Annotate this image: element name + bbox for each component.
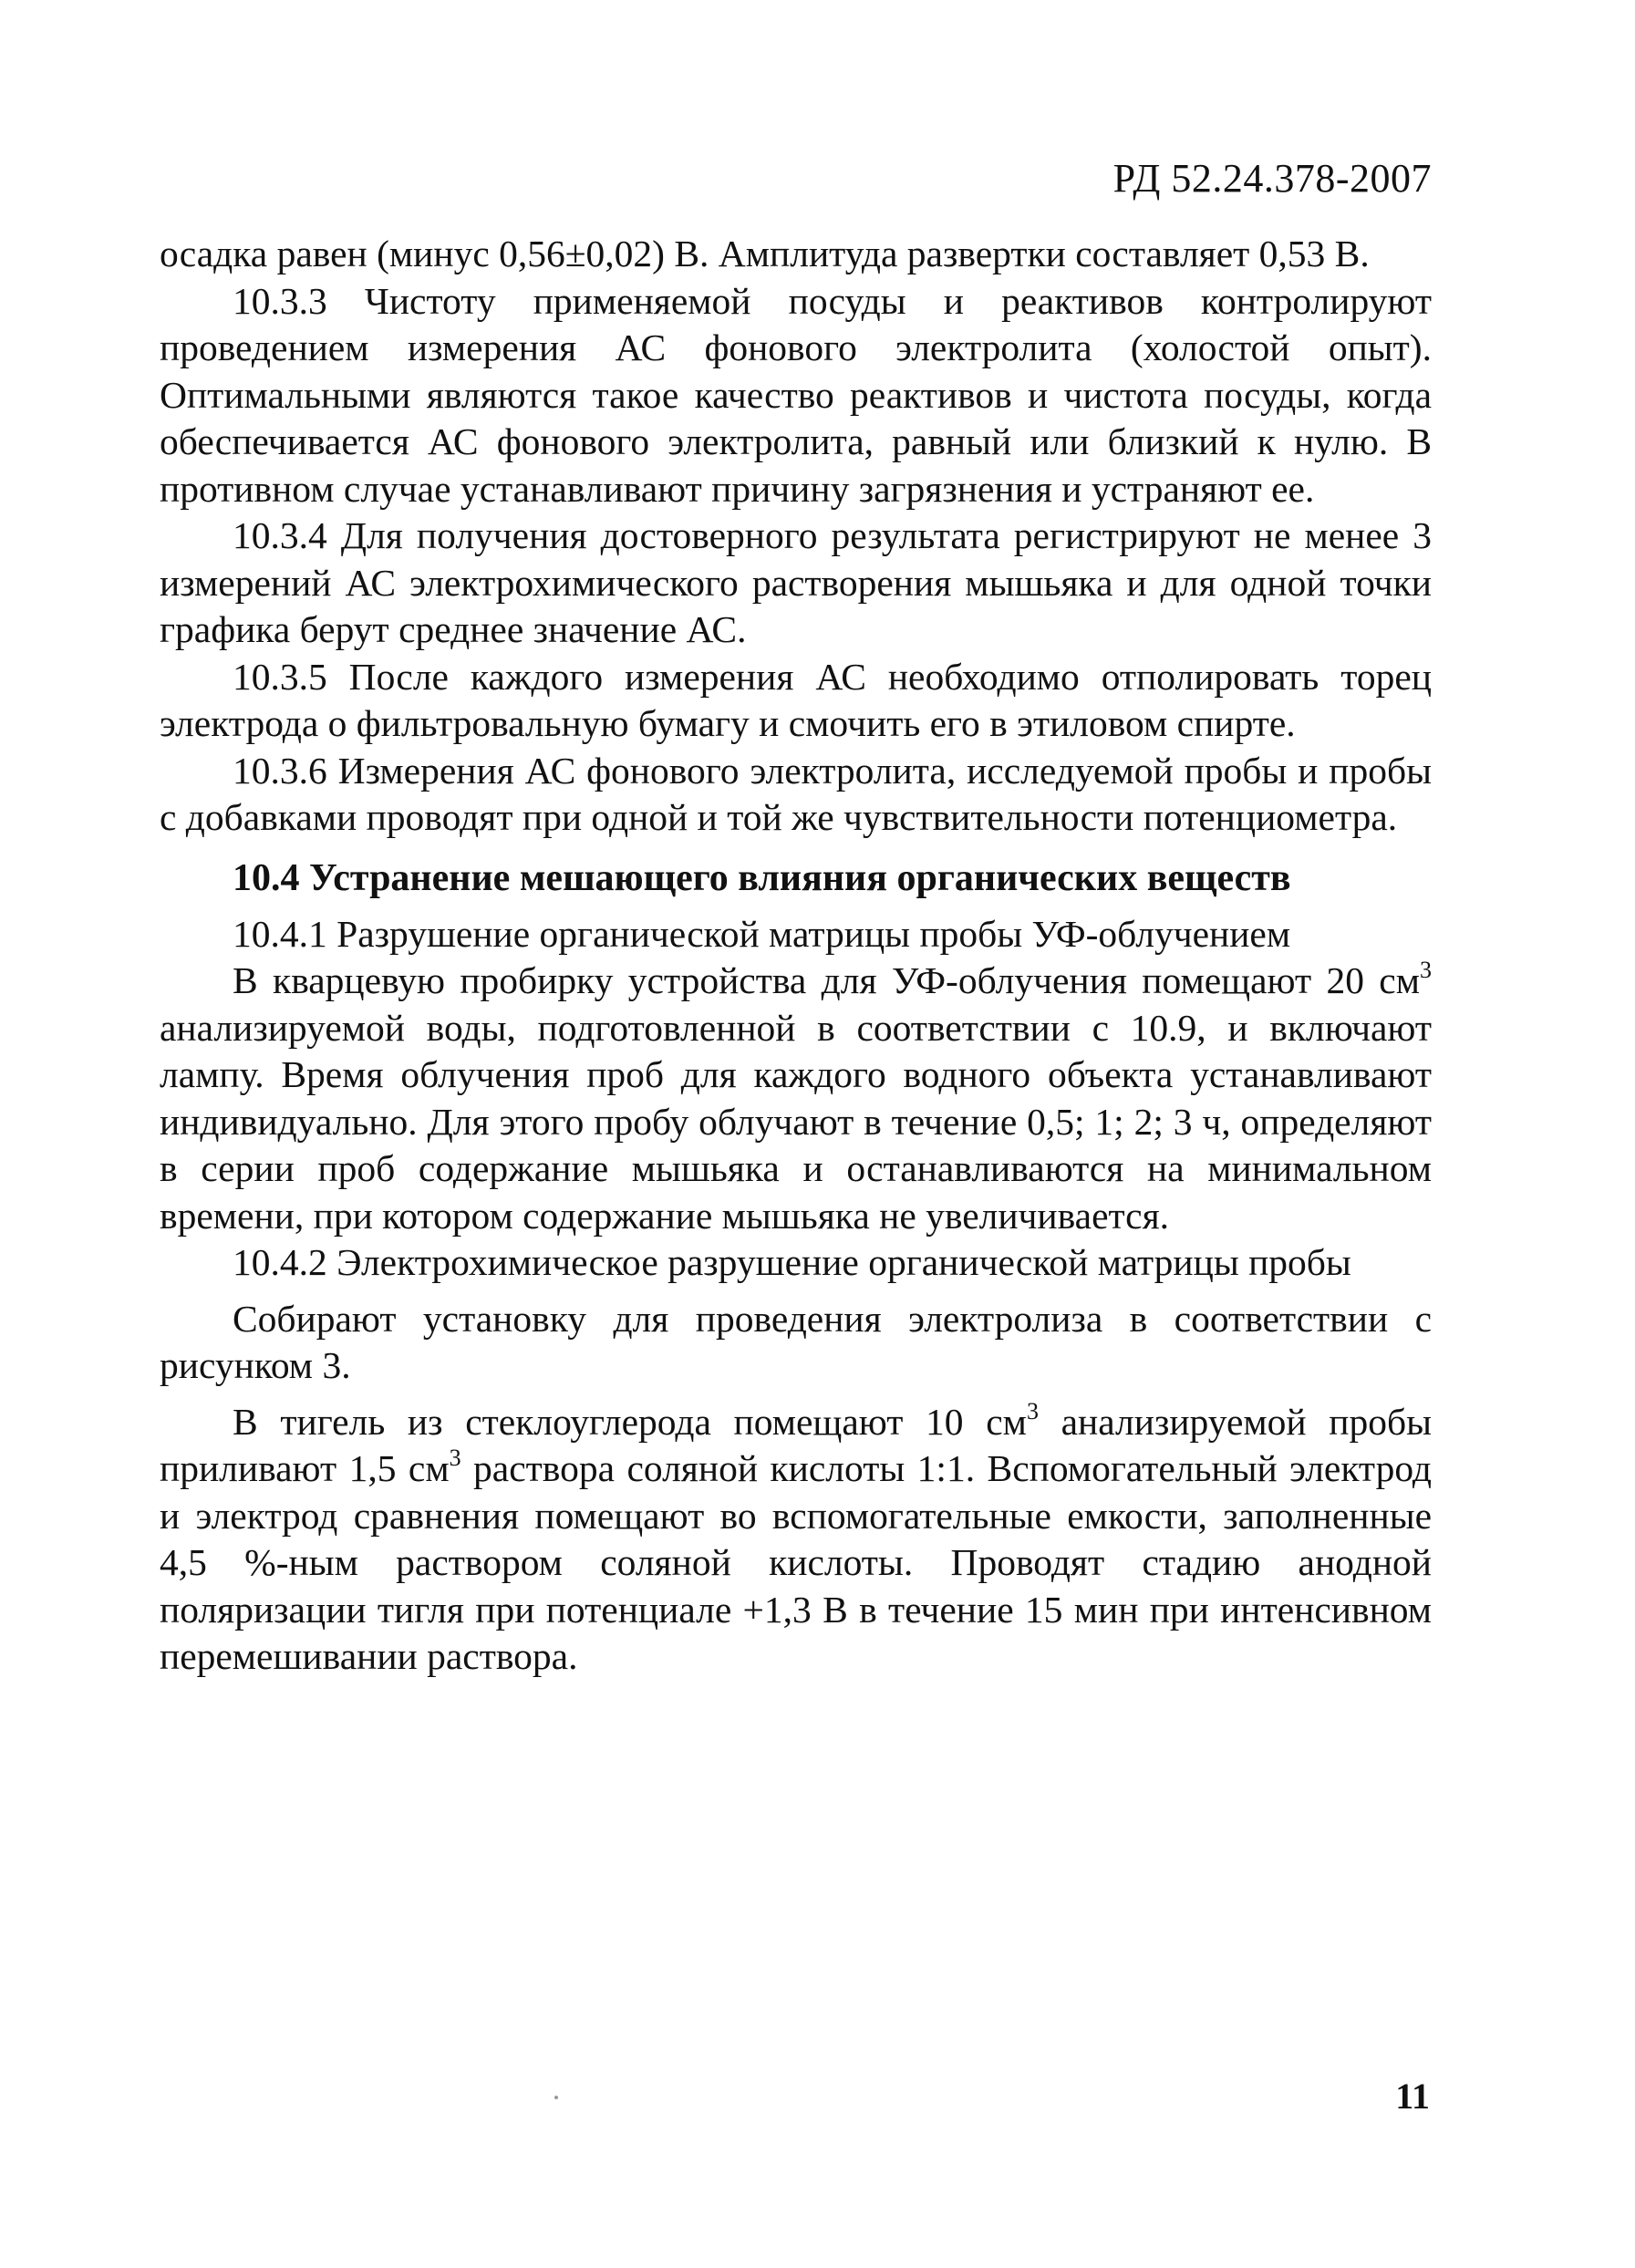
crucible-text-part-2: анализируемой пробы приливают 1,5 см [160, 1400, 1432, 1489]
paragraph-10-4-2: 10.4.2 Электрохимическое разрушение органической матрицы пробы [233, 1241, 1351, 1283]
section-heading-10-4: 10.4 Устранение мешающего влияния органических веществ [233, 856, 1291, 899]
body-text [160, 231, 1432, 1681]
document-code: РД 52.24.378-2007 [1112, 156, 1432, 201]
paragraph-10-3-5: 10.3.5 После каждого измерения АС необходимо отполировать торец электрода о фильтровальную бумагу и смочить его в этиловом спирте. [160, 655, 1432, 744]
paragraph-crucible [160, 1399, 1432, 1681]
uv-text-part-2: анализируемой воды, подготовленной в соответствии с 10.9, и включают лампу. Время облучения проб для каждого водного объекта устанавливают индивидуально. Для этого пробу облучают в течение 0,5; 1; 2; 3 ч, определяют в серии проб содержание мышьяка и останавливаются на минимальном времени, при котором содержание мышьяка не увеличивается. [160, 1006, 1432, 1237]
paragraph-10-3-4: 10.3.4 Для получения достоверного результата регистрируют не менее 3 измерений АС электрохимического растворения мышьяка и для одной точки графика берут среднее значение АС. [160, 514, 1432, 650]
paragraph-uv-irradiation [160, 958, 1432, 1239]
uv-superscript: 3 [1420, 957, 1432, 983]
paragraph-10-4-1: 10.4.1 Разрушение органической матрицы пробы УФ-облучением [233, 912, 1291, 955]
paragraph-10-3-6: 10.3.6 Измерения АС фонового электролита, исследуемой пробы и пробы с добавками проводят при одной и той же чувствительности потенциометра. [160, 749, 1432, 838]
page-number: 11 [1395, 2076, 1430, 2117]
paragraph-10-3-3: 10.3.3 Чистоту применяемой посуды и реактивов контролируют проведением измерения АС фонового электролита (холостой опыт). Оптимальными являются такое качество реактивов и чистота посуды, когда обеспечивается АС фонового электролита, равный или близкий к нулю. В противном случае устанавливают причину загрязнения и устраняют ее. [160, 279, 1432, 510]
crucible-text-part-1: В тигель из стеклоуглерода помещают 10 см [233, 1400, 1027, 1443]
crucible-superscript-1: 3 [1026, 1397, 1039, 1424]
crucible-superscript-2: 3 [449, 1445, 461, 1471]
scan-speck [554, 2096, 558, 2099]
paragraph-assembly: Собирают установку для проведения электролиза в соответствии с рисунком 3. [160, 1297, 1432, 1386]
uv-text-part-1: В кварцевую пробирку устройства для УФ-облучения помещают 20 см [233, 959, 1420, 1001]
crucible-text-part-3: раствора соляной кислоты 1:1. Вспомогательный электрод и электрод сравнения помещают во вспомогательные емкости, заполненные 4,5 %-ным раствором соляной кислоты. Проводят стадию анодной поляризации тигля при потенциале +1,3 В в течение 15 мин при интенсивном перемешивании раствора. [160, 1447, 1432, 1677]
paragraph-intro: осадка равен (минус 0,56±0,02) В. Амплитуда развертки составляет 0,53 В. [160, 233, 1370, 274]
